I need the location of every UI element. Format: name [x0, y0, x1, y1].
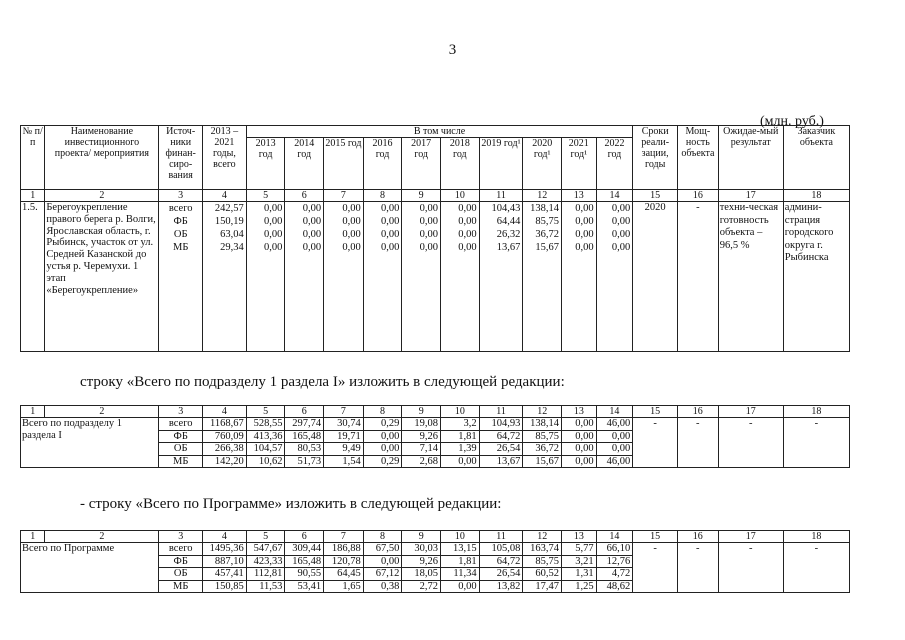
header-year: 2015 год	[324, 138, 364, 190]
col-num: 2	[45, 531, 159, 543]
year-value: 26,32	[496, 229, 521, 240]
page-number: 3	[448, 42, 457, 58]
col-num: 1	[21, 531, 45, 543]
cell: 150,85	[203, 580, 247, 593]
year-value: 36,72	[535, 229, 560, 240]
col-num: 13	[562, 190, 597, 202]
col-num: 15	[633, 406, 678, 418]
cell: 17,47	[523, 580, 562, 593]
cell: 30,74	[324, 418, 364, 431]
cell: 887,10	[203, 555, 247, 568]
cell: 0,00	[562, 443, 597, 456]
project-name: Берегоукрепление правого берега р. Волги, Ярославская область, г. Рыбинск, участок от ул. Средней Казанской до устья р. Черемухи. 1 этап «Берегоукрепление»	[45, 202, 159, 352]
cell: 0,00	[596, 430, 633, 443]
header-year: 2017 год	[402, 138, 441, 190]
year-value: 0,00	[302, 203, 322, 214]
terms-value: 2020	[633, 202, 678, 352]
col-num: 3	[159, 531, 203, 543]
cell: 48,62	[596, 580, 633, 593]
dash-cell: -	[677, 418, 718, 468]
col-num: 14	[596, 190, 633, 202]
col-num: 18	[783, 190, 849, 202]
cell: 18,05	[402, 568, 441, 581]
col-num: 4	[203, 406, 247, 418]
cell: 165,48	[285, 555, 324, 568]
year-value: 0,00	[458, 203, 477, 214]
paragraph-program: - строку «Всего по Программе» изложить в следующей редакции:	[80, 496, 502, 512]
col-num: 3	[159, 190, 203, 202]
year-value: 15,67	[535, 242, 560, 253]
year-value: 0,00	[380, 242, 400, 253]
year-value: 0,00	[419, 229, 438, 240]
col-num: 1	[21, 190, 45, 202]
year-values-cell	[324, 202, 364, 352]
cell: 0,00	[363, 430, 402, 443]
col-num: 6	[285, 190, 324, 202]
col-num: 11	[479, 406, 523, 418]
total-value: 150,19	[214, 216, 244, 227]
year-values-cell	[363, 202, 402, 352]
cell: 1,31	[562, 568, 597, 581]
header-result: Ожидае-мый результат	[718, 126, 783, 190]
dash-cell: -	[783, 543, 849, 593]
capacity-value: -	[678, 202, 719, 352]
col-num: 9	[402, 406, 441, 418]
year-value: 0,00	[575, 203, 594, 214]
year-value: 138,14	[530, 203, 560, 214]
cell: 19,08	[402, 418, 441, 431]
col-num: 15	[633, 531, 678, 543]
cell: 64,45	[324, 568, 364, 581]
cell: 90,55	[285, 568, 324, 581]
year-value: 0,00	[575, 216, 594, 227]
row-name: Всего по Программе	[21, 543, 159, 593]
source-label: ОБ	[159, 443, 203, 456]
year-value: 0,00	[264, 216, 283, 227]
cell: 165,48	[285, 430, 324, 443]
source-label: ФБ	[159, 430, 203, 443]
col-num: 17	[718, 531, 783, 543]
cell: 547,67	[246, 543, 285, 556]
year-values-cell	[479, 202, 523, 352]
cell: 9,26	[402, 555, 441, 568]
col-num: 14	[596, 406, 633, 418]
cell: 7,14	[402, 443, 441, 456]
cell: 64,72	[479, 430, 523, 443]
header-year: 2022 год	[596, 138, 633, 190]
cell: 4,72	[596, 568, 633, 581]
cell: 457,41	[203, 568, 247, 581]
cell: 9,49	[324, 443, 364, 456]
dash-cell: -	[677, 543, 718, 593]
source-label: ОБ	[173, 229, 188, 240]
header-year: 2013 год	[246, 138, 285, 190]
dash-cell: -	[783, 418, 849, 468]
cell: 2,68	[402, 455, 441, 468]
col-num: 12	[523, 531, 562, 543]
col-num: 8	[363, 531, 402, 543]
cell: 1,81	[441, 555, 480, 568]
cell: 413,36	[246, 430, 285, 443]
cell: 2,72	[402, 580, 441, 593]
col-num: 10	[441, 190, 480, 202]
header-terms: Сроки реали-зации, годы	[633, 126, 678, 190]
cell: 760,09	[203, 430, 247, 443]
cell: 10,62	[246, 455, 285, 468]
source-label: МБ	[172, 242, 189, 253]
col-num: 18	[783, 406, 849, 418]
cell: 1495,36	[203, 543, 247, 556]
col-num: 8	[363, 406, 402, 418]
dash-cell: -	[633, 418, 678, 468]
header-year: 2016 год	[363, 138, 402, 190]
dash-cell: -	[633, 543, 678, 593]
sources-cell	[159, 202, 203, 352]
col-num: 5	[246, 531, 285, 543]
col-num: 4	[203, 531, 247, 543]
header-year: 2021 год¹	[562, 138, 597, 190]
col-num: 2	[45, 190, 159, 202]
year-value: 0,00	[458, 242, 477, 253]
col-num: 8	[363, 190, 402, 202]
program-total-table	[20, 530, 850, 593]
cell: 0,00	[363, 443, 402, 456]
cell: 138,14	[523, 418, 562, 431]
cell: 104,57	[246, 443, 285, 456]
year-value: 0,00	[611, 242, 631, 253]
cell: 3,2	[441, 418, 480, 431]
header-year: 2018 год	[441, 138, 480, 190]
year-value: 0,00	[342, 242, 361, 253]
col-num: 10	[441, 406, 480, 418]
cell: 13,82	[479, 580, 523, 593]
total-value: 63,04	[220, 229, 244, 240]
header-no: № п/п	[21, 126, 45, 190]
cell: 46,00	[596, 455, 633, 468]
cell: 19,71	[324, 430, 364, 443]
cell: 67,12	[363, 568, 402, 581]
col-num: 1	[21, 406, 45, 418]
col-num: 17	[718, 190, 783, 202]
header-year: 2014 год	[285, 138, 324, 190]
total-value: 29,34	[220, 242, 244, 253]
col-num: 3	[159, 406, 203, 418]
col-num: 16	[678, 190, 719, 202]
cell: 297,74	[285, 418, 324, 431]
year-value: 0,00	[342, 216, 361, 227]
col-num: 16	[677, 531, 718, 543]
year-value: 0,00	[264, 229, 283, 240]
cell: 13,67	[479, 455, 523, 468]
cell: 15,67	[523, 455, 562, 468]
cell: 309,44	[285, 543, 324, 556]
col-num: 2	[45, 406, 159, 418]
year-value: 0,00	[380, 216, 400, 227]
year-value: 0,00	[380, 203, 400, 214]
cell: 26,54	[479, 568, 523, 581]
header-source: Источ-ники финан-сиро-вания	[159, 126, 203, 190]
year-value: 0,00	[611, 216, 631, 227]
cell: 11,34	[441, 568, 480, 581]
cell: 0,00	[596, 443, 633, 456]
cell: 85,75	[523, 555, 562, 568]
cell: 3,21	[562, 555, 597, 568]
cell: 0,00	[562, 430, 597, 443]
source-label: ФБ	[173, 216, 188, 227]
cell: 26,54	[479, 443, 523, 456]
year-value: 0,00	[302, 229, 322, 240]
year-value: 0,00	[302, 216, 322, 227]
customer-value: админи-страция городского округа г. Рыбинска	[783, 202, 849, 352]
cell: 46,00	[596, 418, 633, 431]
cell: 105,08	[479, 543, 523, 556]
cell: 0,00	[441, 455, 480, 468]
year-value: 0,00	[419, 216, 438, 227]
year-value: 0,00	[302, 242, 322, 253]
cell: 0,38	[363, 580, 402, 593]
year-value: 0,00	[575, 229, 594, 240]
year-values-cell	[523, 202, 562, 352]
cell: 36,72	[523, 443, 562, 456]
cell: 11,53	[246, 580, 285, 593]
cell: 0,29	[363, 418, 402, 431]
year-value: 0,00	[264, 203, 283, 214]
col-num: 4	[203, 190, 247, 202]
col-num: 5	[246, 190, 285, 202]
col-num: 10	[441, 531, 480, 543]
cell: 66,10	[596, 543, 633, 556]
cell: 12,76	[596, 555, 633, 568]
header-capacity: Мощ-ность объекта	[678, 126, 719, 190]
cell: 80,53	[285, 443, 324, 456]
cell: 0,29	[363, 455, 402, 468]
year-values-cell	[562, 202, 597, 352]
col-num: 6	[285, 531, 324, 543]
cell: 51,73	[285, 455, 324, 468]
header-total: 2013 – 2021 годы, всего	[203, 126, 247, 190]
col-num: 18	[783, 531, 849, 543]
cell: 0,00	[562, 418, 597, 431]
paragraph-subsection: строку «Всего по подразделу 1 раздела I» изложить в следующей редакции:	[80, 374, 565, 390]
year-value: 0,00	[458, 216, 477, 227]
cell: 1,81	[441, 430, 480, 443]
year-value: 0,00	[575, 242, 594, 253]
cell: 1,25	[562, 580, 597, 593]
total-value: 242,57	[214, 203, 244, 214]
cell: 64,72	[479, 555, 523, 568]
header-including: В том числе	[246, 126, 633, 138]
col-num: 14	[596, 531, 633, 543]
cell: 423,33	[246, 555, 285, 568]
year-value: 85,75	[535, 216, 560, 227]
col-num: 9	[402, 190, 441, 202]
row-number: 1.5.	[21, 202, 45, 352]
source-label: ФБ	[159, 555, 203, 568]
year-values-cell	[246, 202, 285, 352]
year-value: 0,00	[342, 229, 361, 240]
year-values-cell	[402, 202, 441, 352]
cell: 1168,67	[203, 418, 247, 431]
col-num: 11	[479, 531, 523, 543]
cell: 9,26	[402, 430, 441, 443]
year-value: 0,00	[419, 203, 438, 214]
row-name: Всего по подразделу 1 раздела I	[21, 418, 159, 468]
source-label: всего	[159, 543, 203, 556]
result-value: техни-ческая готовность объекта – 96,5 %	[718, 202, 783, 352]
cell: 30,03	[402, 543, 441, 556]
col-num: 12	[523, 190, 562, 202]
year-value: 104,43	[491, 203, 521, 214]
source-label: МБ	[159, 580, 203, 593]
col-num: 7	[324, 406, 364, 418]
source-label: всего	[168, 203, 193, 214]
cell: 1,65	[324, 580, 364, 593]
subsection-total-table	[20, 405, 850, 468]
col-num: 6	[285, 406, 324, 418]
col-num: 15	[633, 190, 678, 202]
year-value: 0,00	[264, 242, 283, 253]
year-values-cell	[596, 202, 633, 352]
cell: 53,41	[285, 580, 324, 593]
cell: 67,50	[363, 543, 402, 556]
header-name: Наименование инвестиционного проекта/ мероприятия	[45, 126, 159, 190]
col-num: 7	[324, 190, 364, 202]
col-num: 5	[246, 406, 285, 418]
cell: 104,93	[479, 418, 523, 431]
header-year: 2020 год¹	[523, 138, 562, 190]
cell: 142,20	[203, 455, 247, 468]
col-num: 12	[523, 406, 562, 418]
cell: 13,15	[441, 543, 480, 556]
col-num: 13	[562, 406, 597, 418]
dash-cell: -	[718, 543, 783, 593]
cell: 0,00	[363, 555, 402, 568]
col-num: 17	[718, 406, 783, 418]
cell: 186,88	[324, 543, 364, 556]
cell: 528,55	[246, 418, 285, 431]
cell: 5,77	[562, 543, 597, 556]
header-customer: Заказчик объекта	[783, 126, 849, 190]
unit-label: (млн. руб.)	[760, 114, 824, 129]
cell: 266,38	[203, 443, 247, 456]
dash-cell: -	[718, 418, 783, 468]
year-value: 0,00	[611, 203, 631, 214]
cell: 60,52	[523, 568, 562, 581]
year-value: 13,67	[496, 242, 521, 253]
cell: 0,00	[562, 455, 597, 468]
col-num: 11	[479, 190, 523, 202]
cell: 112,81	[246, 568, 285, 581]
col-num: 9	[402, 531, 441, 543]
cell: 1,39	[441, 443, 480, 456]
cell: 1,54	[324, 455, 364, 468]
year-values-cell	[441, 202, 480, 352]
col-num: 16	[677, 406, 718, 418]
year-value: 64,44	[496, 216, 521, 227]
year-value: 0,00	[342, 203, 361, 214]
year-value: 0,00	[458, 229, 477, 240]
cell: 0,00	[441, 580, 480, 593]
source-label: ОБ	[159, 568, 203, 581]
year-value: 0,00	[380, 229, 400, 240]
col-num: 7	[324, 531, 364, 543]
cell: 120,78	[324, 555, 364, 568]
col-num: 13	[562, 531, 597, 543]
year-value: 0,00	[611, 229, 631, 240]
cell: 85,75	[523, 430, 562, 443]
header-year: 2019 год¹	[479, 138, 523, 190]
cell: 163,74	[523, 543, 562, 556]
source-label: всего	[159, 418, 203, 431]
source-label: МБ	[159, 455, 203, 468]
totals-cell	[203, 202, 247, 352]
main-table	[20, 125, 850, 352]
year-values-cell	[285, 202, 324, 352]
year-value: 0,00	[419, 242, 438, 253]
